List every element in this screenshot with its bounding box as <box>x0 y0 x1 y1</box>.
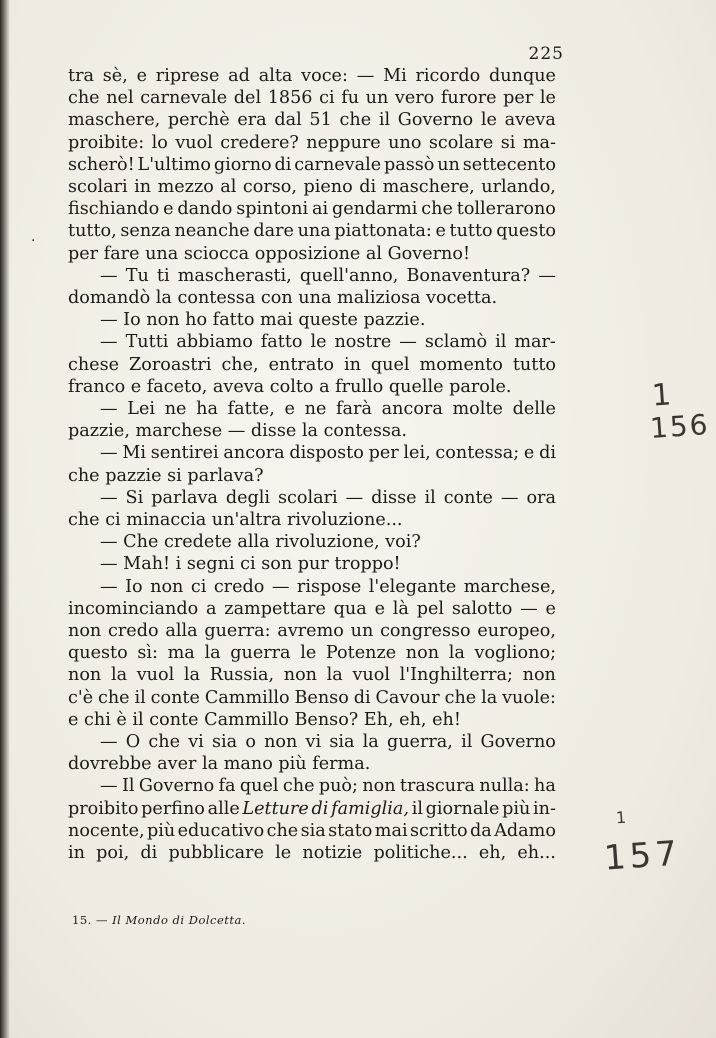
text-line: fischiando e dando spintoni ai gendarmi che tollerarono <box>68 199 556 220</box>
text-line: incominciando a zampettare qua e là pel salotto — e <box>68 598 556 619</box>
text-line: — Si parlava degli scolari — disse il conte — ora <box>100 487 556 508</box>
text-line: — Il Governo fa quel che può; non trascura nulla: ha <box>100 776 556 797</box>
text-line: — Tutti abbiamo fatto le nostre — sclamò il mar- <box>100 332 556 353</box>
text-line: c'è che il conte Cammillo Benso di Cavour che la vuole: <box>68 687 556 708</box>
handwritten-mark-157: 157 <box>602 833 683 879</box>
text-line: — Io non ho fatto mai queste pazzie. <box>100 310 426 331</box>
text-line: in poi, di pubblicare le notizie politiche... eh, eh... <box>68 843 556 863</box>
text-line: tutto, senza neanche dare una piattonata: e tutto questo <box>68 221 556 242</box>
text-line: — Mah! i segni ci son pur troppo! <box>100 554 401 575</box>
text-line: — Mi sentirei ancora disposto per lei, contessa; e di <box>100 443 556 464</box>
text-line: scolari in mezzo al corso, pieno di maschere, urlando, <box>68 177 556 197</box>
page-gutter-shadow <box>0 0 10 1038</box>
text-line: — Tu ti mascherasti, quell'anno, Bonaventura? — <box>100 265 556 286</box>
margin-dot: · <box>31 233 36 249</box>
text-line: — Lei ne ha fatte, e ne farà ancora molte delle <box>100 399 556 419</box>
text-line: — O che vi sia o non vi sia la guerra, il Governo <box>100 732 556 752</box>
text-line: proibite: lo vuol credere? neppure uno scolare si ma- <box>68 132 556 153</box>
footer-title: Il Mondo di Dolcetta. <box>112 913 247 927</box>
handwritten-mark-small: 1 <box>615 807 627 828</box>
text-line: tra sè, e riprese ad alta voce: — Mi ricordo dunque <box>68 66 556 86</box>
text-line: che nel carnevale del 1856 ci fu un vero furore per le <box>68 88 556 109</box>
text-line: proibito perfino alle Letture di famiglia, il giornale più in- <box>68 798 556 819</box>
text-line: questo sì: ma la guerra le Potenze non la vogliono; <box>68 643 556 664</box>
text-line: per fare una sciocca opposizione al Governo! <box>68 243 471 264</box>
signature-footer <box>72 913 246 927</box>
handwritten-mark-156: 156 <box>648 407 711 446</box>
text-line: non credo alla guerra: avremo un congresso europeo, <box>68 621 556 641</box>
text-line: franco e faceto, aveva colto a frullo quelle parole. <box>68 376 512 397</box>
footer-number: 15. — <box>72 913 108 927</box>
text-line: — Io non ci credo — rispose l'elegante marchese, <box>100 576 556 597</box>
page-number: 225 <box>528 44 564 64</box>
text-line: che ci minaccia un'altra rivoluzione... <box>68 510 403 530</box>
text-line: dovrebbe aver la mano più ferma. <box>68 754 371 775</box>
text-line: chese Zoroastri che, entrato in quel momento tutto <box>68 354 556 375</box>
handwritten-mark-1: 1 <box>650 377 673 414</box>
text-line: scherò! L'ultimo giorno di carnevale passò un settecento <box>68 154 556 175</box>
text-line: — Che credete alla rivoluzione, voi? <box>100 532 421 553</box>
text-line: domandò la contessa con una maliziosa vocetta. <box>68 288 498 308</box>
text-line: pazzie, marchese — disse la contessa. <box>68 421 407 442</box>
text-line: non la vuol la Russia, non la vuol l'Inghilterra; non <box>68 665 556 686</box>
text-line: nocente, più educativo che sia stato mai scritto da Adamo <box>68 820 556 841</box>
text-line: maschere, perchè era dal 51 che il Governo le aveva <box>68 110 556 131</box>
text-line: e chi è il conte Cammillo Benso? Eh, eh, eh! <box>68 709 461 730</box>
text-line: che pazzie si parlava? <box>68 465 264 486</box>
